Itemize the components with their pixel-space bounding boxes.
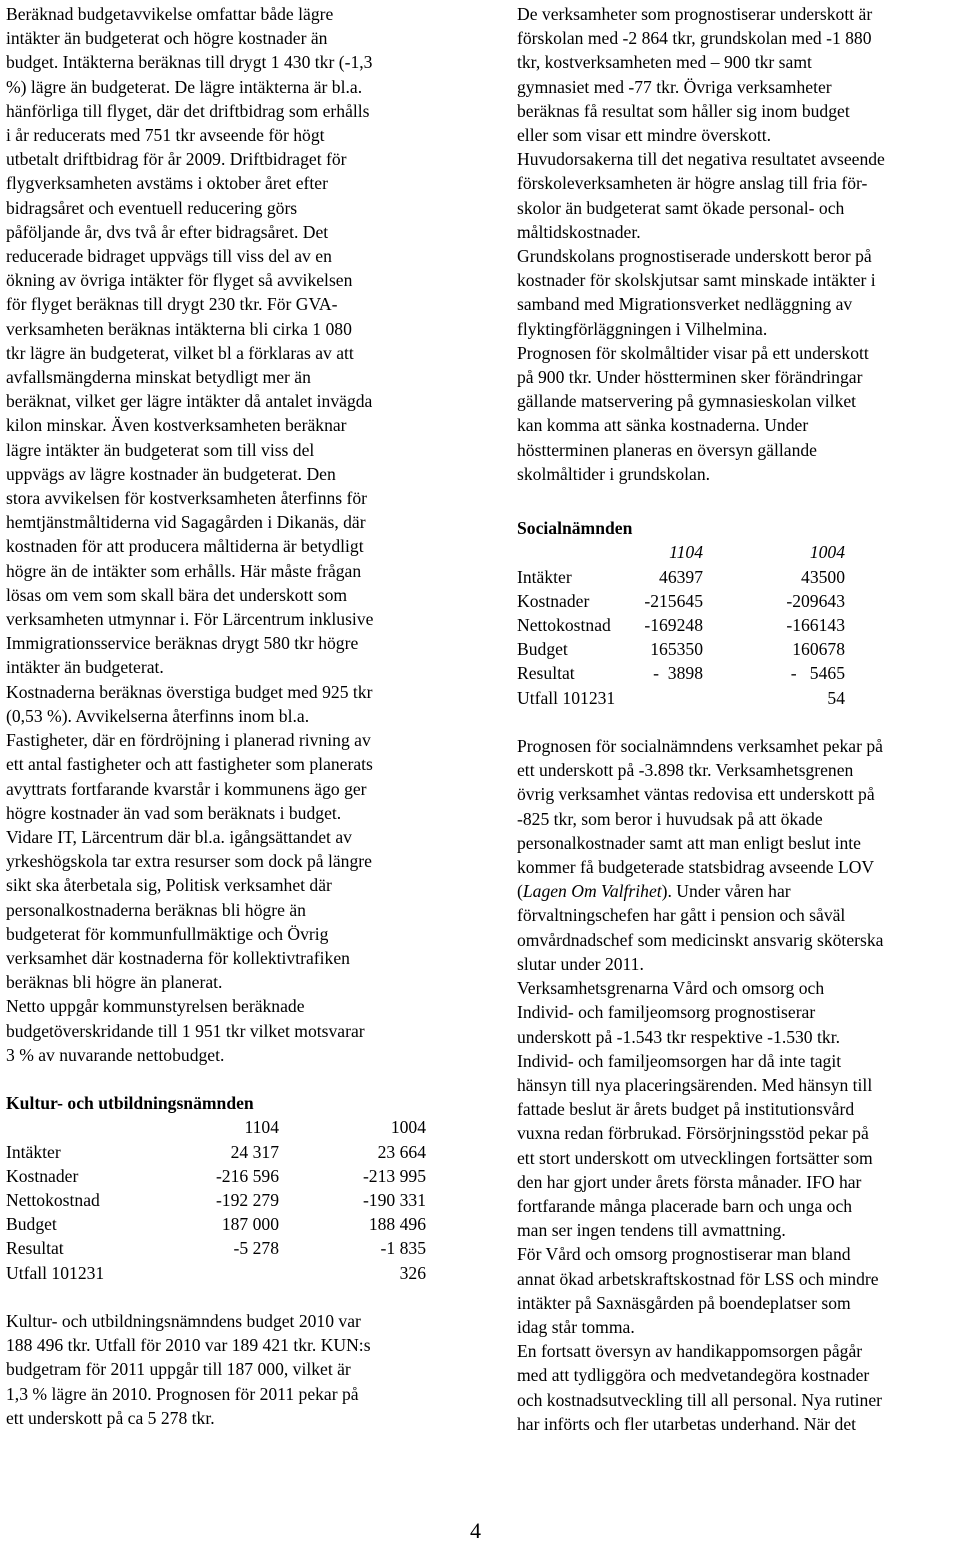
cell-value: -213 995	[362, 1165, 426, 1186]
text-line: skolmåltider i grundskolan.	[517, 463, 711, 484]
cell-value: 1104	[669, 542, 703, 563]
text-line: och kostnadsutveckling till all personal. Nya rutiner	[517, 1389, 882, 1410]
cell-value: -192 279	[215, 1189, 279, 1210]
text-line: skolor än budgeterat samt ökade personal- och	[517, 197, 845, 218]
page-number: 4	[470, 1518, 481, 1543]
text-line: gymnasiet med -77 tkr. Övriga verksamheter	[517, 76, 832, 97]
text-line: budgeterat för kommunfullmäktige och Övrig	[6, 923, 329, 944]
text-line: 3 % av nuvarande nettobudget.	[6, 1044, 225, 1065]
cell-value: 1004	[809, 542, 845, 563]
text-line: underskott på -1.543 tkr respektive -1.530 tkr.	[517, 1026, 840, 1047]
cell-value: -216 596	[215, 1165, 279, 1186]
text-line: vuxna redan förbrukad. Försörjningsstöd pekar på	[517, 1123, 869, 1144]
text-line: ökning av övriga intäkter för flyget så avvikelsen	[6, 270, 353, 291]
text-line: intäkter än budgeterat och högre kostnader än	[6, 28, 328, 49]
text-line: flygverksamheten avstäms i oktober året efter	[6, 173, 328, 194]
text-line: budgetöverskridande till 1 951 tkr vilket motsvarar	[6, 1020, 365, 1041]
row-label: Budget	[517, 639, 568, 660]
text-line: Individ- och familjeomsorgen har då inte tagit	[517, 1050, 842, 1071]
text-line: omvårdnadschef som medicinskt ansvarig sköterska	[517, 929, 884, 950]
text-line: på 900 tkr. Under höstterminen sker förändringar	[517, 367, 863, 388]
text-line: måltidskostnader.	[517, 221, 641, 242]
forskola-paragraph	[517, 2, 957, 147]
text-line: flyktingförläggningen i Vilhelmina.	[517, 318, 768, 339]
cell-value: 1004	[390, 1117, 426, 1138]
left-column	[6, 2, 448, 1430]
cell-value: -1 835	[380, 1238, 426, 1259]
text-line: idag står tomma.	[517, 1316, 635, 1337]
row-label: Utfall 101231	[517, 687, 616, 708]
text-line: hemtjänstmåltiderna vid Sagagården i Dikanäs, där	[6, 512, 366, 533]
kommunstyrelsen-netto-paragraph	[6, 994, 448, 1067]
vard-ifo-paragraph	[517, 976, 957, 1242]
text-line: budget. Intäkterna beräknas till drygt 1 430 tkr (-1,3	[6, 52, 373, 73]
table-row	[517, 686, 845, 710]
text-line: avyttrats fortfarande kvarstår i kommunens ägo ger	[6, 778, 367, 799]
text-line: övrig verksamhet väntas redovisa ett underskott på	[517, 784, 875, 805]
row-label: Kostnader	[6, 1165, 79, 1186]
text-line: reducerade bidraget uppvägs till viss del av en	[6, 246, 332, 267]
text-line: Vidare IT, Lärcentrum där bl.a. igångsättandet av	[6, 826, 352, 847]
row-label	[517, 540, 621, 564]
kommunstyrelsen-intakter-paragraph	[6, 2, 448, 680]
text-line: fattade beslut är årets budget på institutionsvård	[517, 1099, 855, 1120]
cell-value: 23 664	[377, 1141, 426, 1162]
text-line: lösas om vem som skall bära det underskott som	[6, 584, 348, 605]
text-line: kostnaden för att producera måltiderna är betydligt	[6, 536, 364, 557]
text-line: yrkeshögskola tar extra resurser som dock på längre	[6, 851, 372, 872]
text-line: stora avvikelsen för kostverksamheten återfinns för	[6, 488, 368, 509]
text-line: slutar under 2011.	[517, 953, 644, 974]
cell-value: - 5465	[790, 663, 845, 684]
text-line: (0,53 %). Avvikelserna återfinns inom bl.a.	[6, 705, 310, 726]
text-line: kilon minskar. Även kostverksamheten beräknar	[6, 415, 347, 436]
grundskola-paragraph	[517, 244, 957, 341]
text-line: beräknas bli högre än planerat.	[6, 972, 223, 993]
cell-value: -215645	[644, 590, 703, 611]
text-line: har införts och fler utarbetas underhand. När det	[517, 1413, 857, 1434]
kommunstyrelsen-kostnader-paragraph	[6, 680, 448, 995]
row-label: Resultat	[6, 1238, 64, 1259]
text-line: avfallsmängderna minskat betydligt mer än	[6, 367, 311, 388]
text-line: Huvudorsakerna till det negativa resultatet avseende	[517, 149, 885, 170]
text-line: verksamhet där kostnaderna för kollektivtrafiken	[6, 947, 350, 968]
row-label: Utfall 101231	[6, 1262, 105, 1283]
cell-value: 326	[399, 1262, 426, 1283]
text-line: med att tydliggöra och medvetandegöra kostnader	[517, 1365, 870, 1386]
text-line: personalkostnaderna beräknas bli högre än	[6, 899, 306, 920]
text-line: uppvägs av lägre kostnader än budgeterat. Den	[6, 463, 336, 484]
vard-omsorg-paragraph	[517, 1242, 957, 1339]
cell-value: 188 496	[368, 1214, 426, 1235]
text-line: annat ökad arbetskraftskostnad för LSS och mindre	[517, 1268, 879, 1289]
text-line: Immigrationsservice beräknas drygt 580 tkr högre	[6, 633, 359, 654]
text-line: intäkter på Saxnäsgården på boendeplatser som	[517, 1292, 851, 1313]
table-row	[517, 661, 845, 685]
kun-budget-paragraph	[6, 1309, 448, 1430]
text-line: förskolan med -2 864 tkr, grundskolan med -1 880	[517, 28, 872, 49]
cell-value: 187 000	[221, 1214, 279, 1235]
table-row	[6, 1236, 426, 1260]
text-line: Prognosen för skolmåltider visar på ett underskott	[517, 342, 869, 363]
text-line: den har gjort under årets första månader. IFO har	[517, 1171, 862, 1192]
cell-value: -209643	[786, 590, 845, 611]
handikappomsorg-paragraph	[517, 1339, 957, 1436]
text-line: verksamheten beräknas intäkterna bli cirka 1 080	[6, 318, 352, 339]
text-line: man ser ingen tendens till avmattning.	[517, 1220, 786, 1241]
text-line: förvaltningschefen har gått i pension och såväl	[517, 905, 846, 926]
cell-value: -190 331	[362, 1189, 426, 1210]
table-row	[517, 565, 845, 589]
table-row	[6, 1164, 426, 1188]
text-line: ett underskott på ca 5 278 tkr.	[6, 1407, 215, 1428]
text-line: hänsyn till nya placeringsärenden. Med hänsyn till	[517, 1074, 873, 1095]
table-row	[6, 1188, 426, 1212]
cell-value: -5 278	[233, 1238, 279, 1259]
cell-value: 54	[827, 687, 845, 708]
forskole-orsaker-paragraph	[517, 147, 957, 244]
text-line: samband med Migrationsverket nedläggning av	[517, 294, 853, 315]
text-line: budgetram för 2011 uppgår till 187 000, vilket är	[6, 1359, 351, 1380]
text-line: kommer få budgeterade statsbidrag avseende LOV	[517, 857, 875, 878]
text-line: fortfarande många placerade barn och unga och	[517, 1195, 853, 1216]
text-line: intäkter än budgeterat.	[6, 657, 164, 678]
text-line: ett underskott på -3.898 tkr. Verksamhetsgrenen	[517, 760, 854, 781]
text-line: Prognosen för socialnämndens verksamhet pekar på	[517, 736, 883, 757]
text-line: tkr, kostverksamheten med – 900 tkr samt	[517, 52, 812, 73]
text-line: utbetalt driftbidrag för år 2009. Driftbidraget för	[6, 149, 347, 170]
text-line: Fastigheter, där en fördröjning i planerad rivning av	[6, 730, 371, 751]
cell-value: 1104	[244, 1117, 279, 1138]
cell-value: 46397	[659, 566, 703, 587]
text-line: högre än de intäkter som erhålls. Här måste frågan	[6, 560, 362, 581]
text-line: högre kostnader än vad som beräknats i budget.	[6, 802, 342, 823]
row-label: Kostnader	[517, 590, 590, 611]
right-column	[517, 2, 957, 1436]
text-line: för flyget beräknas till drygt 230 tkr. För GVA-	[6, 294, 338, 315]
row-label: Budget	[6, 1214, 57, 1235]
cell-value	[621, 686, 703, 710]
text-line: beräknas få resultat som håller sig inom budget	[517, 100, 850, 121]
table-row	[6, 1140, 426, 1164]
text-line: 1,3 % lägre än 2010. Prognosen för 2011 pekar på	[6, 1383, 359, 1404]
row-label: Resultat	[517, 663, 575, 684]
text-line: beräknat, vilket ger lägre intäkter då antalet invägda	[6, 391, 373, 412]
cell-value: 43500	[801, 566, 845, 587]
soc-table	[517, 540, 845, 709]
text-line: hänförliga till flyget, där det driftbidrag som erhålls	[6, 100, 370, 121]
text-line: personalkostnader samt att man enligt beslut inte	[517, 832, 861, 853]
text-line: Kostnaderna beräknas överstiga budget med 925 tkr	[6, 681, 373, 702]
text-line: påföljande år, dvs två år efter bidragsåret. Det	[6, 221, 329, 242]
cell-value: 24 317	[230, 1141, 279, 1162]
cell-value: 160678	[792, 639, 845, 660]
text-line: i år reducerats med 751 tkr avseende för högt	[6, 125, 325, 146]
kun-heading: Kultur- och utbildningsnämnden	[6, 1093, 254, 1114]
table-row	[6, 1212, 426, 1236]
cell-value: - 3898	[653, 663, 703, 684]
table-header-row	[517, 540, 845, 564]
soc-heading: Socialnämnden	[517, 518, 633, 539]
row-label	[6, 1115, 126, 1139]
text-line: Netto uppgår kommunstyrelsen beräknade	[6, 996, 305, 1017]
table-header-row	[6, 1115, 426, 1139]
text-line: kostnader för skolskjutsar samt minskade intäkter i	[517, 270, 876, 291]
skolmaltider-paragraph	[517, 341, 957, 486]
text-line: kan komma att sänka kostnaderna. Under	[517, 415, 809, 436]
cell-value	[126, 1261, 279, 1285]
table-row	[6, 1261, 426, 1285]
row-label: Nettokostnad	[6, 1189, 100, 1210]
text-line: gällande matservering på gymnasieskolan vilket	[517, 391, 857, 412]
text-line: Kultur- och utbildningsnämndens budget 2010 var	[6, 1310, 361, 1331]
text-line: Beräknad budgetavvikelse omfattar både lägre	[6, 4, 334, 24]
text-line: eller som visar ett mindre överskott.	[517, 125, 772, 146]
text-line: Individ- och familjeomsorg prognostiserar	[517, 1002, 816, 1023]
text-line: %) lägre än budgeterat. De lägre intäkterna är bl.a.	[6, 76, 363, 97]
cell-value: -166143	[786, 615, 845, 636]
table-row	[517, 613, 845, 637]
soc-prognos-paragraph	[517, 734, 957, 976]
text-line: förskoleverksamheten är högre anslag till fria för-	[517, 173, 868, 194]
lov-line	[517, 879, 957, 903]
kun-table	[6, 1115, 426, 1284]
lov-italic: Lagen Om Valfrihet	[522, 881, 662, 902]
paren-open: (	[517, 881, 523, 902]
text-line: 188 496 tkr. Utfall för 2010 var 189 421 tkr. KUN:s	[6, 1335, 371, 1356]
row-label: Intäkter	[6, 1141, 61, 1162]
text-line: tkr lägre än budgeterat, vilket bl a förklaras av att	[6, 342, 354, 363]
text-line: sikt ska återbetala sig, Politisk verksamhet där	[6, 875, 332, 896]
text-line: höstterminen planeras en översyn gällande	[517, 439, 817, 460]
text-line: verksamheten utmynnar i. För Lärcentrum inklusive	[6, 609, 374, 630]
text-line: För Vård och omsorg prognostiserar man bland	[517, 1244, 851, 1265]
text-line: lägre intäkter än budgeterat som till viss del	[6, 439, 315, 460]
table-row	[517, 637, 845, 661]
lov-after: ). Under våren har	[661, 881, 791, 902]
text-line: ett antal fastigheter och att fastigheter som planerats	[6, 754, 373, 775]
text-line: Verksamhetsgrenarna Vård och omsorg och	[517, 978, 825, 999]
cell-value: -169248	[644, 615, 703, 636]
text-line: -825 tkr, som beror i huvudsak på att ökade	[517, 808, 823, 829]
row-label: Intäkter	[517, 566, 572, 587]
text-line: bidragsåret och eventuell reducering görs	[6, 197, 298, 218]
row-label: Nettokostnad	[517, 615, 611, 636]
text-line: ett stort underskott om utvecklingen fortsätter som	[517, 1147, 873, 1168]
text-line: Grundskolans prognostiserade underskott beror på	[517, 246, 872, 267]
cell-value: 165350	[650, 639, 703, 660]
text-line: En fortsatt översyn av handikappomsorgen pågår	[517, 1341, 863, 1362]
table-row	[517, 589, 845, 613]
text-line: De verksamheter som prognostiserar underskott är	[517, 4, 873, 24]
